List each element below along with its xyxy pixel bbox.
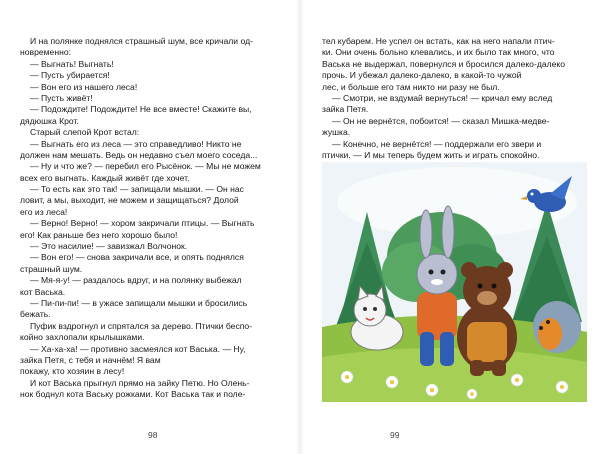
text-line: — Выгнать! Выгнать! xyxy=(30,58,114,69)
text-line: И кот Васька прыгнул прямо на зайку Петю. Но Олень- xyxy=(30,377,250,388)
story-illustration xyxy=(322,162,587,402)
text-line: — Конечно, не вернётся! — поддержали его звери и xyxy=(332,138,542,149)
text-line: зайка Петя. xyxy=(322,104,369,115)
text-line: должен нам мешать. Ведь он недавно съел моего соседа... xyxy=(20,149,258,160)
text-line: — Пи-пи-пи! — в ужасе запищали мышки и бросились xyxy=(30,297,248,308)
text-line: — Пусть убирается! xyxy=(30,70,110,81)
grass-foreground xyxy=(322,348,587,402)
text-line: Пуфик вздрогнул и спрятался за дерево. Птички беспо- xyxy=(30,320,253,331)
text-line: — Вон его! — снова закричали все, и опять поднялся xyxy=(30,252,244,263)
text-line: новременно: xyxy=(20,47,71,58)
page-number-right: 99 xyxy=(390,430,400,440)
text-line: ки. Они очень больно клевались, и их было так много, что xyxy=(322,47,555,58)
text-line: — Мя-я-у! — раздалось вдруг, и на полянку выбежал xyxy=(30,275,242,286)
text-line: тел кубарем. Не успел он встать, как на него напали птич- xyxy=(322,36,555,46)
text-line: — Пусть живёт! xyxy=(30,92,93,103)
right-page-text xyxy=(322,36,587,173)
text-line: зайка Петя, с тебя и начнём! Я вам xyxy=(20,354,161,365)
text-line: — Выгнать его из леса — это справедливо! Никто не xyxy=(30,138,242,149)
text-line: страшный шум. xyxy=(20,263,83,274)
page-number-left: 98 xyxy=(148,430,158,440)
text-line: — Ну и что же? — перебил его Рысёнок. — Мы не можем xyxy=(30,161,261,172)
text-line: ловит, а мы, выходит, не можем и защищаться? Долой xyxy=(20,195,239,206)
text-line: Васька не выдержал, повернулся и бросился далеко-далеко xyxy=(322,58,566,69)
left-page-text xyxy=(20,36,288,401)
text-line: всех его выгнать. Каждый живёт где хочет. xyxy=(20,172,190,183)
hedgehog-character xyxy=(533,301,581,353)
text-line: — То есть как это так! — запищали мышки. — Он нас xyxy=(30,184,244,195)
text-line: прочь. И убежал далеко-далеко, в какой-то чужой xyxy=(322,70,522,81)
text-line: бежать. xyxy=(20,309,51,320)
text-line: дядюшка Крот. xyxy=(20,115,79,126)
text-line: кот Васька. xyxy=(20,286,66,297)
text-line: — Ха-ха-ха! — противно засмеялся кот Васька. — Ну, xyxy=(30,343,246,354)
text-line: жушка. xyxy=(322,127,351,138)
text-line: его! Как раньше без него хорошо было! xyxy=(20,229,178,240)
text-line: Старый слепой Крот встал: xyxy=(30,127,140,138)
text-line: И на полянке поднялся страшный шум, все кричали од- xyxy=(30,36,253,46)
text-line: — Верно! Верно! — хором закричали птицы. — Выгнать xyxy=(30,218,255,229)
bear-character xyxy=(457,262,517,376)
text-line: — Смотри, не вздумай вернуться! — кричал ему вслед xyxy=(332,92,553,103)
text-line: покажу, кто хозяин в лесу! xyxy=(20,366,125,377)
right-page xyxy=(300,0,600,454)
illustration-artwork xyxy=(322,162,587,402)
text-line: — Это насилие! — завизжал Волчонок. xyxy=(30,241,188,252)
text-line: его из леса! xyxy=(20,206,68,217)
text-line: лес, и больше его там никто ни разу не был. xyxy=(322,81,500,92)
text-line: — Подождите! Подождите! Не все вместе! Скажите вы, xyxy=(30,104,252,115)
text-line: койно захлопали крылышками. xyxy=(20,332,145,343)
text-line: птички. — И мы теперь будем жить и играть спокойно. xyxy=(322,149,540,160)
text-line: — Он не вернётся, побоится! — сказал Мишка-медве- xyxy=(332,115,550,126)
text-line: нок боднул кота Ваську рожками. Кот Васька так и поле- xyxy=(20,389,246,400)
text-line: — Вон его из нашего леса! xyxy=(30,81,138,92)
